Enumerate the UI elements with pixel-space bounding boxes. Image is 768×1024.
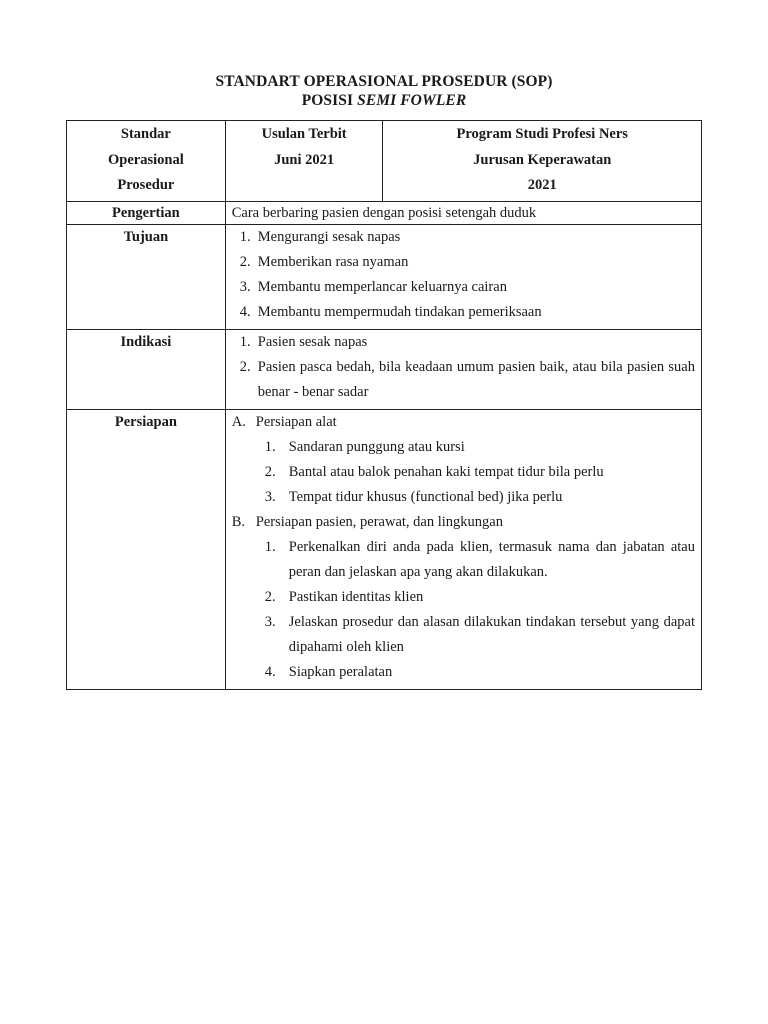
- header-cell-standar: [67, 121, 226, 202]
- list-number: 1.: [264, 538, 276, 555]
- list-number: 2.: [239, 358, 251, 375]
- section-letter: B.: [231, 513, 246, 530]
- list-item: [232, 660, 695, 685]
- list-text: Sandaran punggung atau kursi: [288, 438, 465, 455]
- list-number: 3.: [264, 488, 276, 505]
- header-text: Prosedur: [117, 177, 175, 193]
- label-pengertian: Pengertian: [67, 201, 226, 224]
- list-item: [232, 460, 695, 485]
- list-text: Perkenalkan diri anda pada klien, termasuk nama dan jabatan atau peran dan jelaskan apa yang akan dilakukan.: [288, 538, 695, 580]
- section-title: Persiapan pasien, perawat, dan lingkungan: [255, 513, 503, 530]
- document-title: [0, 72, 768, 110]
- section-a-heading: [232, 410, 695, 435]
- indikasi-list: [232, 330, 695, 405]
- list-text: Memberikan rasa nyaman: [257, 253, 409, 270]
- list-number: 1.: [239, 333, 251, 350]
- row-tujuan: [67, 224, 702, 329]
- row-pengertian: [67, 201, 702, 224]
- header-cell-program: [383, 121, 702, 202]
- list-text: Mengurangi sesak napas: [257, 228, 401, 245]
- header-cell-usulan: [225, 121, 383, 202]
- list-item: [232, 330, 695, 355]
- header-text: Operasional: [108, 151, 184, 168]
- content-indikasi: [225, 329, 701, 409]
- list-item: [232, 610, 695, 660]
- list-text: Pasien sesak napas: [257, 333, 368, 350]
- list-item: [232, 485, 695, 510]
- list-item: [232, 535, 695, 585]
- list-item: [232, 275, 695, 300]
- list-item: [232, 225, 695, 250]
- list-number: 1.: [239, 228, 251, 245]
- section-b-heading: [232, 510, 695, 535]
- list-number: 3.: [264, 613, 276, 630]
- list-text: Membantu memperlancar keluarnya cairan: [257, 278, 507, 295]
- sop-table: [66, 120, 702, 690]
- header-text: 2021: [527, 177, 557, 193]
- title-prefix: POSISI: [301, 92, 358, 109]
- title-line-2: [0, 91, 768, 110]
- content-tujuan: [225, 224, 701, 329]
- title-italic: SEMI FOWLER: [357, 92, 467, 109]
- list-number: 4.: [264, 663, 276, 680]
- list-text: Bantal atau balok penahan kaki tempat tidur bila perlu: [288, 463, 604, 480]
- list-text: Tempat tidur khusus (functional bed) jika perlu: [288, 488, 563, 505]
- list-number: 3.: [239, 278, 251, 295]
- title-line-1: STANDART OPERASIONAL PROSEDUR (SOP): [215, 73, 553, 90]
- header-text: Juni 2021: [274, 151, 335, 168]
- list-item: [232, 355, 695, 405]
- content-persiapan: [225, 409, 701, 689]
- list-text: Membantu mempermudah tindakan pemeriksaan: [257, 303, 542, 320]
- list-item: [232, 585, 695, 610]
- list-number: 2.: [264, 588, 276, 605]
- header-text: Standar: [120, 126, 171, 142]
- label-persiapan: Persiapan: [67, 409, 226, 689]
- section-letter: A.: [231, 413, 246, 430]
- list-item: [232, 300, 695, 325]
- header-row: [67, 121, 702, 202]
- header-text: Jurusan Keperawatan: [473, 151, 612, 168]
- list-text: Pasien pasca bedah, bila keadaan umum pasien baik, atau bila pasien suah benar - benar sadar: [257, 358, 695, 400]
- list-text: Jelaskan prosedur dan alasan dilakukan tindakan tersebut yang dapat dipahami oleh klien: [288, 613, 695, 655]
- section-a-list: [232, 435, 695, 510]
- list-text: Pastikan identitas klien: [288, 588, 424, 605]
- tujuan-list: [232, 225, 695, 325]
- content-pengertian: Cara berbaring pasien dengan posisi setengah duduk: [225, 201, 701, 224]
- section-title: Persiapan alat: [255, 413, 337, 430]
- label-indikasi: Indikasi: [67, 329, 226, 409]
- list-number: 2.: [264, 463, 276, 480]
- section-b-list: [232, 535, 695, 685]
- list-number: 4.: [239, 303, 251, 320]
- header-text: Usulan Terbit: [261, 126, 347, 142]
- list-number: 2.: [239, 253, 251, 270]
- row-indikasi: [67, 329, 702, 409]
- list-item: [232, 250, 695, 275]
- list-item: [232, 435, 695, 460]
- list-text: Siapkan peralatan: [288, 663, 393, 680]
- list-number: 1.: [264, 438, 276, 455]
- header-text: Program Studi Profesi Ners: [456, 126, 628, 142]
- row-persiapan: [67, 409, 702, 689]
- label-tujuan: Tujuan: [67, 224, 226, 329]
